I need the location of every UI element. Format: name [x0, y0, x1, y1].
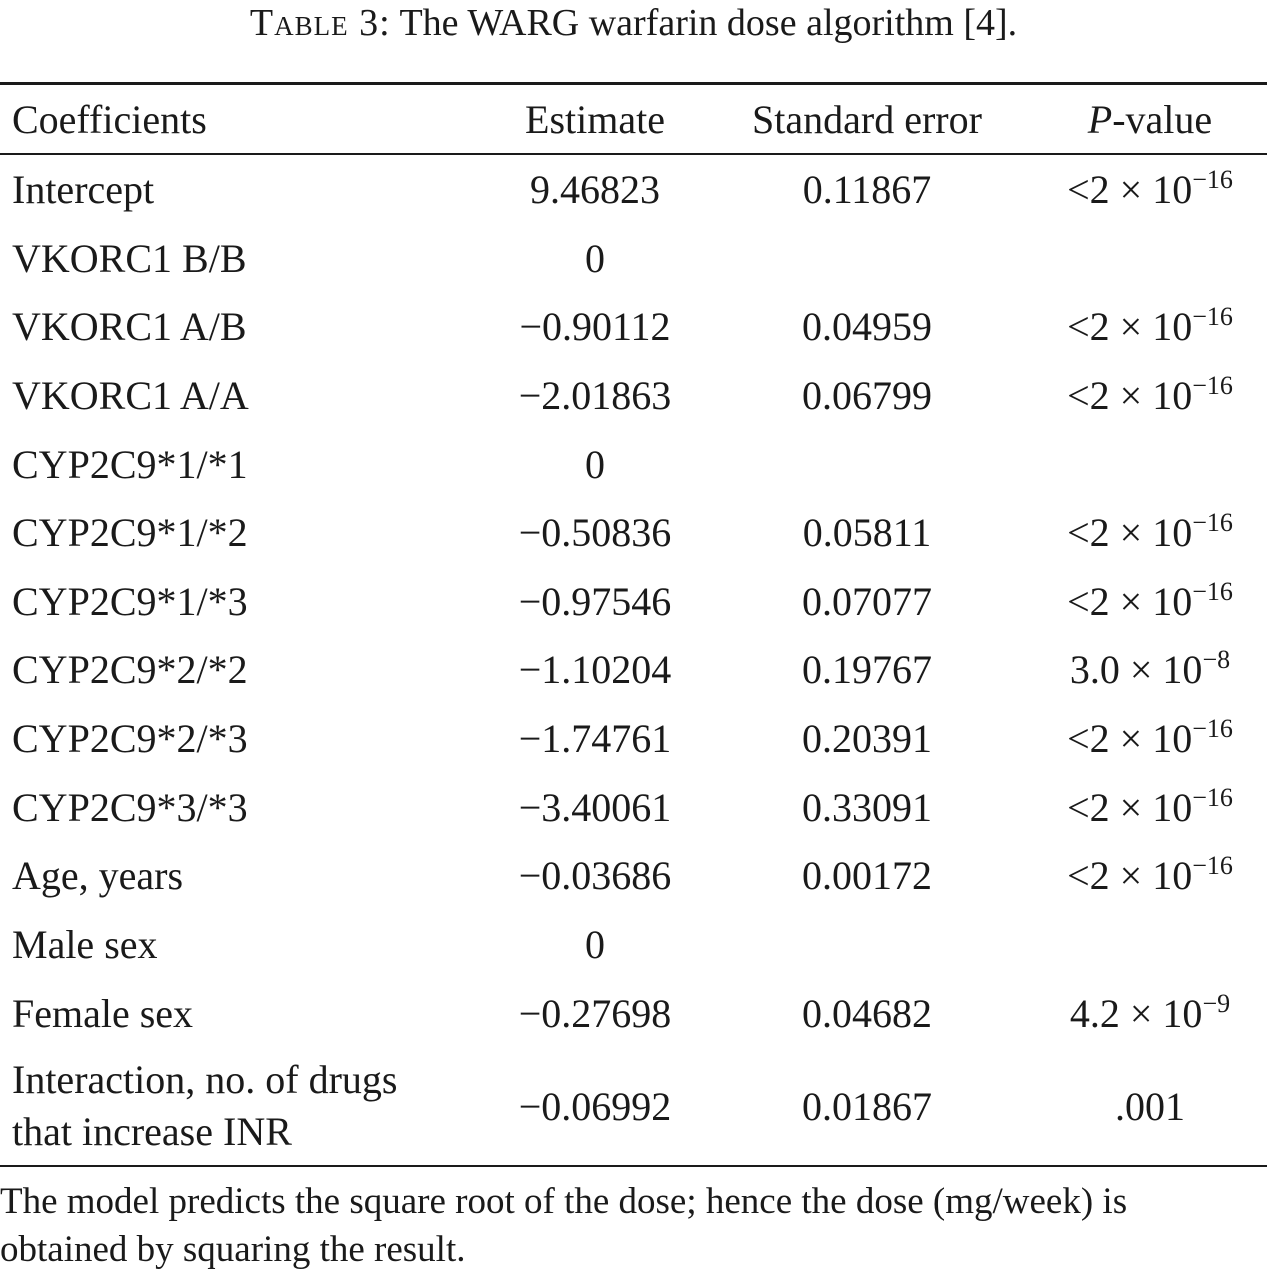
estimate-value: 0	[585, 236, 605, 281]
header-p-suffix: -value	[1112, 97, 1213, 142]
standard-error-value: 0.33091	[802, 785, 932, 830]
footnote-line1: The model predicts the square root of the dose; hence the dose (mg/week) is	[0, 1181, 1128, 1222]
standard-error-value: 0.00172	[802, 853, 932, 898]
table-row	[0, 435, 1267, 495]
coefficient-name: CYP2C9*1/*1	[12, 442, 248, 487]
p-value	[1020, 709, 1267, 769]
estimate-value: −0.97546	[518, 579, 672, 624]
standard-error-value: 0.20391	[802, 716, 932, 761]
coefficient-name-line1: Interaction, no. of drugs	[12, 1057, 398, 1102]
estimate-value: 9.46823	[530, 167, 660, 212]
standard-error-value: 0.11867	[802, 167, 932, 212]
p-value	[1020, 366, 1267, 426]
header-coefficients: Coefficients	[12, 97, 207, 142]
coefficient-name: CYP2C9*2/*3	[12, 716, 248, 761]
p-value-exponent: −16	[1192, 302, 1233, 331]
table-row	[0, 572, 1267, 632]
p-value-exponent: −8	[1202, 645, 1231, 674]
coefficient-name: CYP2C9*3/*3	[12, 785, 248, 830]
standard-error-value: 0.07077	[802, 579, 932, 624]
table-row	[0, 846, 1267, 906]
p-value-base: <2 × 10	[1067, 853, 1193, 898]
table-row	[0, 503, 1267, 563]
p-value-base: <2 × 10	[1067, 373, 1193, 418]
standard-error-value: 0.04682	[802, 991, 932, 1036]
estimate-value: −1.10204	[518, 647, 672, 692]
coefficient-name	[12, 1054, 397, 1158]
p-value	[1020, 984, 1267, 1044]
table-footnote	[0, 1178, 1267, 1274]
coefficient-name: CYP2C9*1/*3	[12, 579, 248, 624]
coefficient-name: CYP2C9*2/*2	[12, 647, 248, 692]
table-row	[0, 160, 1267, 220]
table-row	[0, 297, 1267, 357]
coefficient-name: Male sex	[12, 922, 158, 967]
estimate-value: −0.06992	[518, 1084, 672, 1129]
p-value-base: <2 × 10	[1067, 579, 1193, 624]
estimate-value: −0.90112	[519, 304, 671, 349]
p-value	[1020, 160, 1267, 220]
estimate-value: −0.50836	[518, 510, 672, 555]
table-row	[0, 1052, 1267, 1162]
p-value-exponent: −16	[1192, 851, 1233, 880]
coefficient-name: VKORC1 B/B	[12, 236, 247, 281]
coefficient-name: CYP2C9*1/*2	[12, 510, 248, 555]
caption-label: Table 3:	[249, 2, 391, 44]
standard-error-value: 0.19767	[802, 647, 932, 692]
p-value	[1020, 572, 1267, 632]
p-value-exponent: −16	[1192, 508, 1233, 537]
p-value-exponent: −9	[1202, 989, 1231, 1018]
top-rule	[0, 82, 1267, 85]
p-value	[1020, 778, 1267, 838]
table-row	[0, 229, 1267, 289]
table-caption	[0, 0, 1267, 50]
p-value-base: <2 × 10	[1067, 510, 1193, 555]
p-value-exponent: −16	[1192, 783, 1233, 812]
p-value-exponent: −16	[1192, 714, 1233, 743]
estimate-value: −0.27698	[518, 991, 672, 1036]
p-value-base: 3.0 × 10	[1069, 647, 1203, 692]
caption-text: The WARG warfarin dose algorithm [4].	[399, 2, 1018, 44]
table-row	[0, 915, 1267, 975]
coefficient-name: VKORC1 A/A	[12, 373, 249, 418]
p-value-base: <2 × 10	[1067, 716, 1193, 761]
coefficient-name: VKORC1 A/B	[12, 304, 247, 349]
p-value	[1020, 297, 1267, 357]
estimate-value: −2.01863	[518, 373, 672, 418]
p-value	[1020, 640, 1267, 700]
table-header	[0, 96, 1267, 144]
estimate-value: −0.03686	[518, 853, 672, 898]
standard-error-value: 0.05811	[802, 510, 932, 555]
p-value-base: .001	[1115, 1084, 1185, 1129]
p-value	[1020, 846, 1267, 906]
header-p-value	[1020, 96, 1267, 144]
p-value-exponent: −16	[1192, 577, 1233, 606]
coefficient-name: Age, years	[12, 853, 184, 898]
header-estimate: Estimate	[525, 97, 665, 142]
table-row	[0, 709, 1267, 769]
coefficient-name: Intercept	[12, 167, 155, 212]
standard-error-value: 0.04959	[802, 304, 932, 349]
p-value-base: <2 × 10	[1067, 167, 1193, 212]
header-rule	[0, 153, 1267, 155]
estimate-value: −1.74761	[518, 716, 672, 761]
p-value-exponent: −16	[1192, 165, 1233, 194]
table-row	[0, 778, 1267, 838]
p-value	[1020, 503, 1267, 563]
table-row	[0, 366, 1267, 426]
table-row	[0, 640, 1267, 700]
header-p-prefix: P	[1087, 97, 1113, 142]
estimate-value: 0	[585, 922, 605, 967]
header-standard-error: Standard error	[752, 97, 982, 142]
p-value-base: <2 × 10	[1067, 785, 1193, 830]
standard-error-value: 0.06799	[802, 373, 932, 418]
p-value-base: 4.2 × 10	[1069, 991, 1203, 1036]
p-value-base: <2 × 10	[1067, 304, 1193, 349]
table-row	[0, 984, 1267, 1044]
estimate-value: −3.40061	[518, 785, 672, 830]
coefficient-name-line2: that increase INR	[12, 1109, 292, 1154]
footnote-line2: obtained by squaring the result.	[0, 1229, 466, 1270]
coefficient-name: Female sex	[12, 991, 194, 1036]
p-value	[1020, 1052, 1267, 1162]
p-value-exponent: −16	[1192, 371, 1233, 400]
bottom-rule	[0, 1165, 1267, 1167]
standard-error-value: 0.01867	[802, 1084, 932, 1129]
estimate-value: 0	[585, 442, 605, 487]
